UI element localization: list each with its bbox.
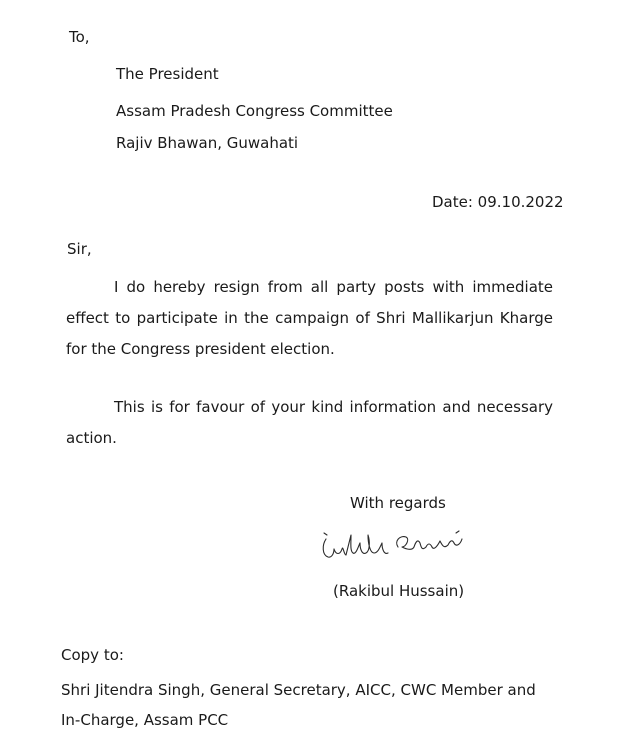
salutation: Sir, [67, 240, 92, 258]
body-paragraph-2: This is for favour of your kind information and necessary action. [66, 398, 553, 447]
closing: With regards [350, 494, 446, 512]
copy-to-recipient: Shri Jitendra Singh, General Secretary, AICC, CWC Member and In-Charge, Assam PCC [61, 681, 536, 729]
address-line-2: Assam Pradesh Congress Committee [116, 102, 393, 120]
signature-image [318, 525, 468, 565]
address-line-3: Rajiv Bhawan, Guwahati [116, 134, 299, 152]
copy-to-label: Copy to: [61, 646, 124, 664]
body-paragraph-1: I do hereby resign from all party posts with immediate effect to participate in the campaign of Shri Mallikarjun Kharge for the Congress president election. [66, 278, 553, 358]
letter-date: Date: 09.10.2022 [432, 193, 564, 211]
to-label: To, [69, 28, 90, 46]
address-line-1: The President [116, 65, 219, 83]
signatory-name: (Rakibul Hussain) [333, 582, 465, 600]
